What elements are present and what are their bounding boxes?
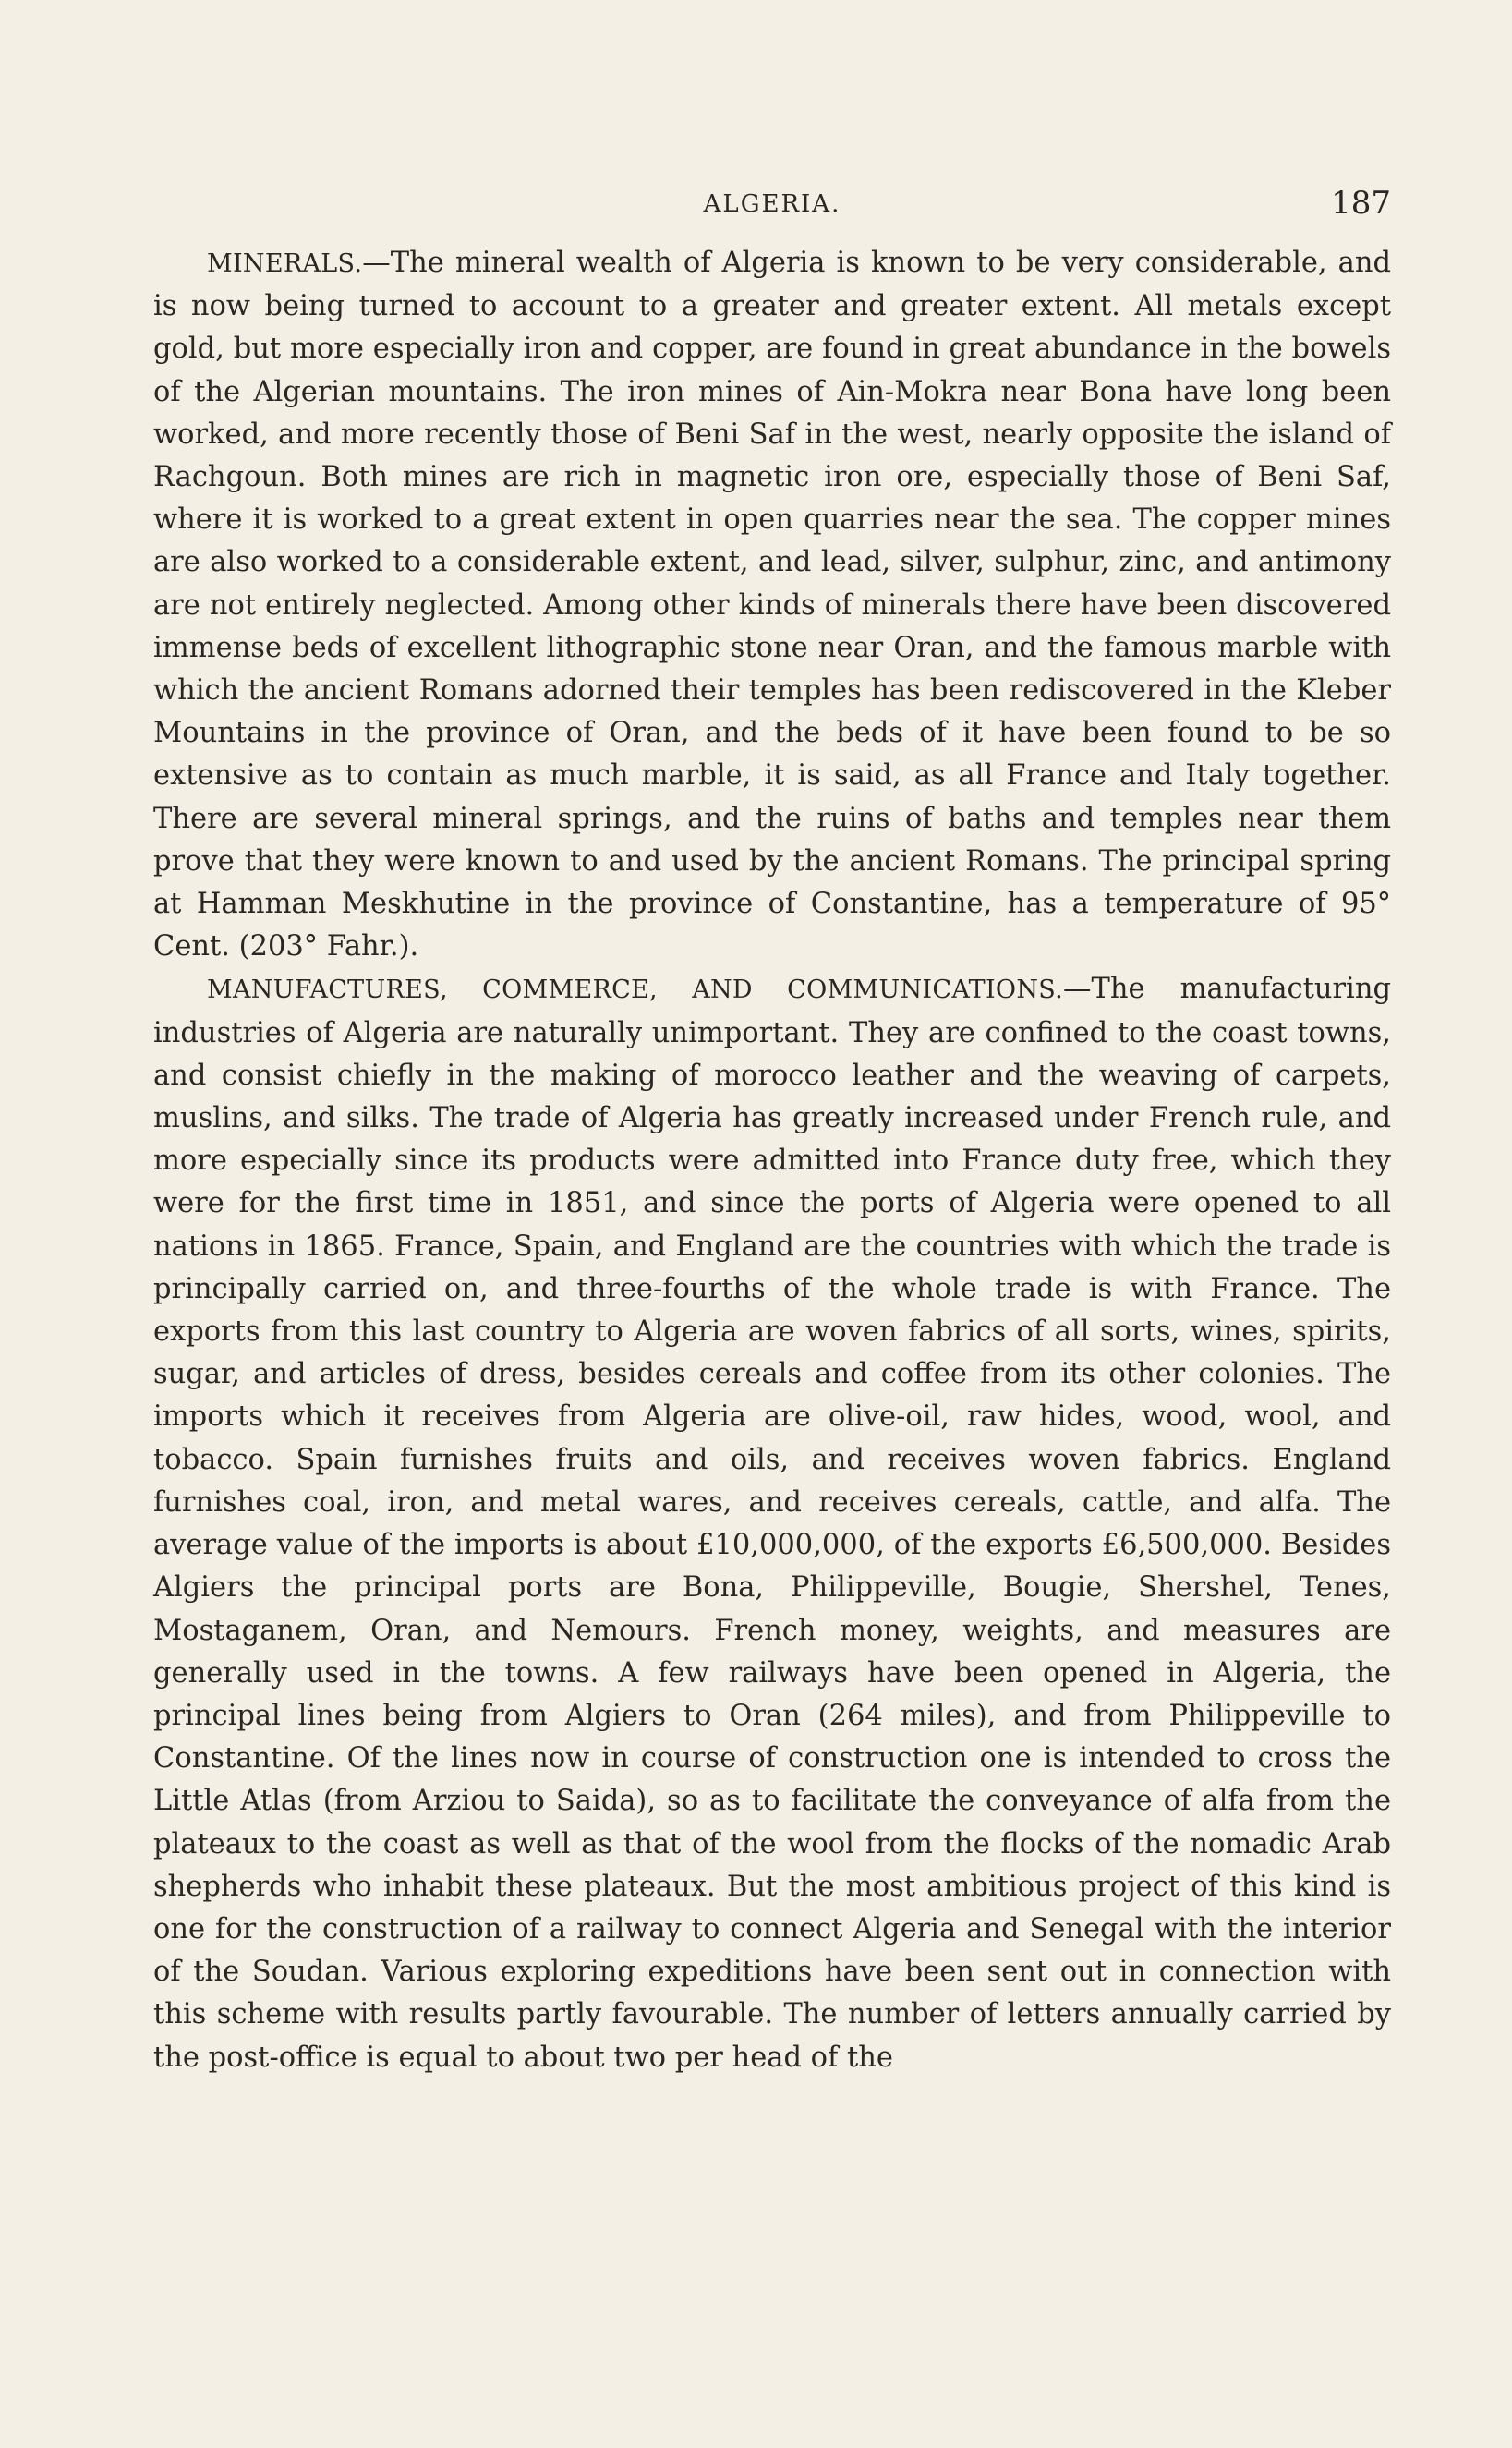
- paragraph-text-minerals: —The mineral wealth of Algeria is known to be very considerable, and is now being turned to account to a greater and greater extent. All metals except gold, but more especially iron and copper, are found in great abundance in the bowels of the Algerian mountains. The iron mines of Ain-Mokra near Bona have long been worked, and more recently those of Beni Saf in the west, nearly opposite the island of Rachgoun. Both mines are rich in magnetic iron ore, especially those of Beni Saf, where it is worked to a great extent in open quarries near the sea. The copper mines are also worked to a considerable extent, and lead, silver, sulphur, zinc, and antimony are not entirely neglected. Among other kinds of minerals there have been discovered immense beds of excellent lithographic stone near Oran, and the famous marble with which the ancient Romans adorned their temples has been rediscovered in the Kleber Mountains in the province of Oran, and the beds of it have been found to be so extensive as to contain as much marble, it is said, as all France and Italy together. There are several mineral springs, and the ruins of baths and temples near them prove that they were known to and used by the ancient Romans. The principal spring at Hamman Meskhutine in the province of Constantine, has a temperature of 95° Cent. (203° Fahr.).: [153, 247, 1391, 963]
- running-header: [153, 185, 1391, 229]
- section-heading-minerals: MINERALS.: [207, 249, 363, 278]
- paragraph-text-manufactures: —The manufacturing industries of Algeria are naturally unimportant. They are confined to the coast towns, and consist chiefly in the making of morocco leather and the weaving of carpets, muslins, and silks. The trade of Algeria has greatly increased under French rule, and more especially since its products were admitted into France duty free, which they were for the first time in 1851, and since the ports of Algeria were opened to all nations in 1865. France, Spain, and England are the countries with which the trade is principally carried on, and three-fourths of the whole trade is with France. The exports from this last country to Algeria are woven fabrics of all sorts, wines, spirits, sugar, and articles of dress, besides cereals and coffee from its other colonies. The imports which it receives from Algeria are olive-oil, raw hides, wood, wool, and tobacco. Spain furnishes fruits and oils, and receives woven fabrics. England furnishes coal, iron, and metal wares, and receives cereals, cattle, and alfa. The average value of the imports is about £10,000,000, of the exports £6,500,000. Besides Algiers the principal ports are Bona, Philippeville, Bougie, Shershel, Tenes, Mostaganem, Oran, and Nemours. French money, weights, and measures are generally used in the towns. A few railways have been opened in Algeria, the principal lines being from Algiers to Oran (264 miles), and from Philippeville to Constantine. Of the lines now in course of construction one is intended to cross the Little Atlas (from Arziou to Saida), so as to facilitate the conveyance of alfa from the plateaux to the coast as well as that of the wool from the flocks of the nomadic Arab shepherds who inhabit these plateaux. But the most ambitious project of this kind is one for the construction of a railway to connect Algeria and Senegal with the interior of the Soudan. Various exploring expeditions have been sent out in connection with this scheme with results partly favourable. The number of letters annually carried by the post-office is equal to about two per head of the: [153, 973, 1391, 2074]
- paragraph-minerals: [153, 242, 1391, 968]
- body-text: [153, 242, 1391, 2079]
- running-title: ALGERIA.: [703, 190, 841, 218]
- section-heading-manufactures: MANUFACTURES, COMMERCE, AND COMMUNICATIONS.: [207, 976, 1064, 1005]
- page-number: 187: [1331, 185, 1391, 222]
- paragraph-manufactures: [153, 968, 1391, 2078]
